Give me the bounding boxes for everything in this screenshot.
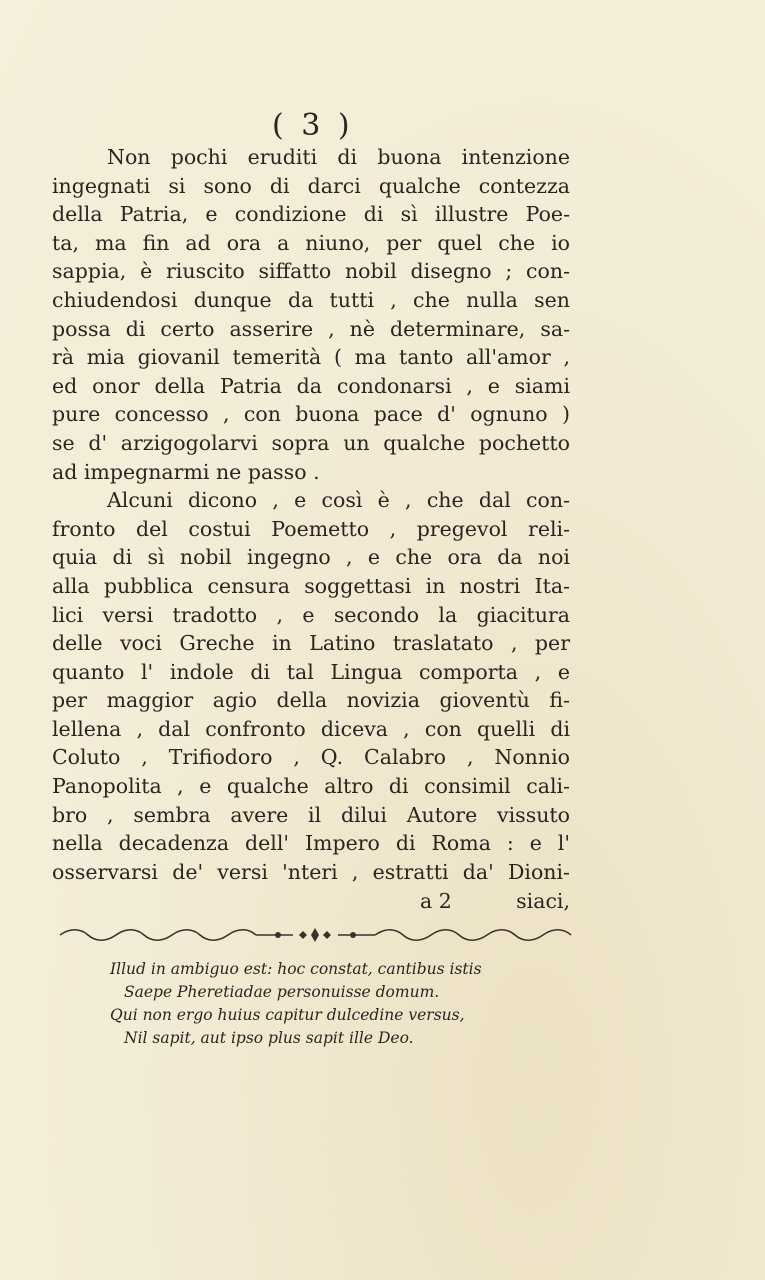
text-line: ad impegnarmi ne passo . <box>52 459 320 484</box>
text-line: rà mia giovanil temerità ( ma tanto all'amor , <box>52 345 570 370</box>
text-line: Coluto , Trifiodoro , Q. Calabro , Nonnio <box>52 745 570 770</box>
text-line: Alcuni dicono , e così è , che dal con- <box>107 488 570 513</box>
text-line: delle voci Greche in Latino traslatato , per <box>52 631 570 656</box>
text-line: della Patria, e condizione di sì illustre Poe- <box>52 202 570 227</box>
text-line: possa di certo asserire , nè determinare, sa- <box>52 316 570 341</box>
ornament-divider <box>58 926 573 944</box>
text-line: quia di sì nobil ingegno , e che ora da noi <box>52 545 570 570</box>
text-line: quanto l' indole di tal Lingua comporta , e <box>52 659 570 684</box>
paragraph-1 <box>52 143 570 486</box>
signature-mark: a 2 <box>420 889 452 914</box>
text-line: sappia, è riuscito siffatto nobil disegno ; con- <box>52 259 570 284</box>
body-text <box>52 143 570 916</box>
text-line: se d' arzigogolarvi sopra un qualche pochetto <box>52 430 570 455</box>
verse-line: Illud in ambiguo est: hoc constat, cantibus istis <box>110 960 482 978</box>
catchword: siaci, <box>516 889 570 914</box>
page-number: ( 3 ) <box>272 108 354 143</box>
text-line: Panopolita , e qualche altro di consimil cali- <box>52 774 570 799</box>
ornament-rule-graphic <box>58 926 573 944</box>
signature-catchword-line <box>52 886 570 916</box>
text-line: ta, ma fin ad ora a niuno, per quel che io <box>52 230 570 255</box>
text-line: nella decadenza dell' Impero di Roma : e l' <box>52 831 570 856</box>
verse-line: Saepe Pheretiadae personuisse domum. <box>124 983 440 1001</box>
text-line: chiudendosi dunque da tutti , che nulla sen <box>52 287 570 312</box>
verse-line: Nil sapit, aut ipso plus sapit ille Deo. <box>124 1029 414 1047</box>
paragraph-2 <box>52 486 570 886</box>
text-line: ed onor della Patria da condonarsi , e siami <box>52 373 570 398</box>
text-line: pure concesso , con buona pace d' ognuno ) <box>52 402 570 427</box>
text-line: per maggior agio della novizia gioventù fi- <box>52 688 570 713</box>
text-line: fronto del costui Poemetto , pregevol reli- <box>52 516 570 541</box>
verse-line: Qui non ergo huius capitur dulcedine versus, <box>110 1006 465 1024</box>
text-line: bro , sembra avere il dilui Autore vissuto <box>52 802 570 827</box>
text-line: alla pubblica censura soggettasi in nostri Ita- <box>52 573 570 598</box>
text-line: Non pochi eruditi di buona intenzione <box>107 145 570 169</box>
text-line: lici versi tradotto , e secondo la giacitura <box>52 602 570 627</box>
text-line: ingegnati si sono di darci qualche contezza <box>52 173 570 198</box>
text-line: osservarsi de' versi 'nteri , estratti da' Dioni- <box>52 859 570 884</box>
text-line: lellena , dal confronto diceva , con quelli di <box>52 716 570 741</box>
verse-epigram <box>110 958 530 1050</box>
